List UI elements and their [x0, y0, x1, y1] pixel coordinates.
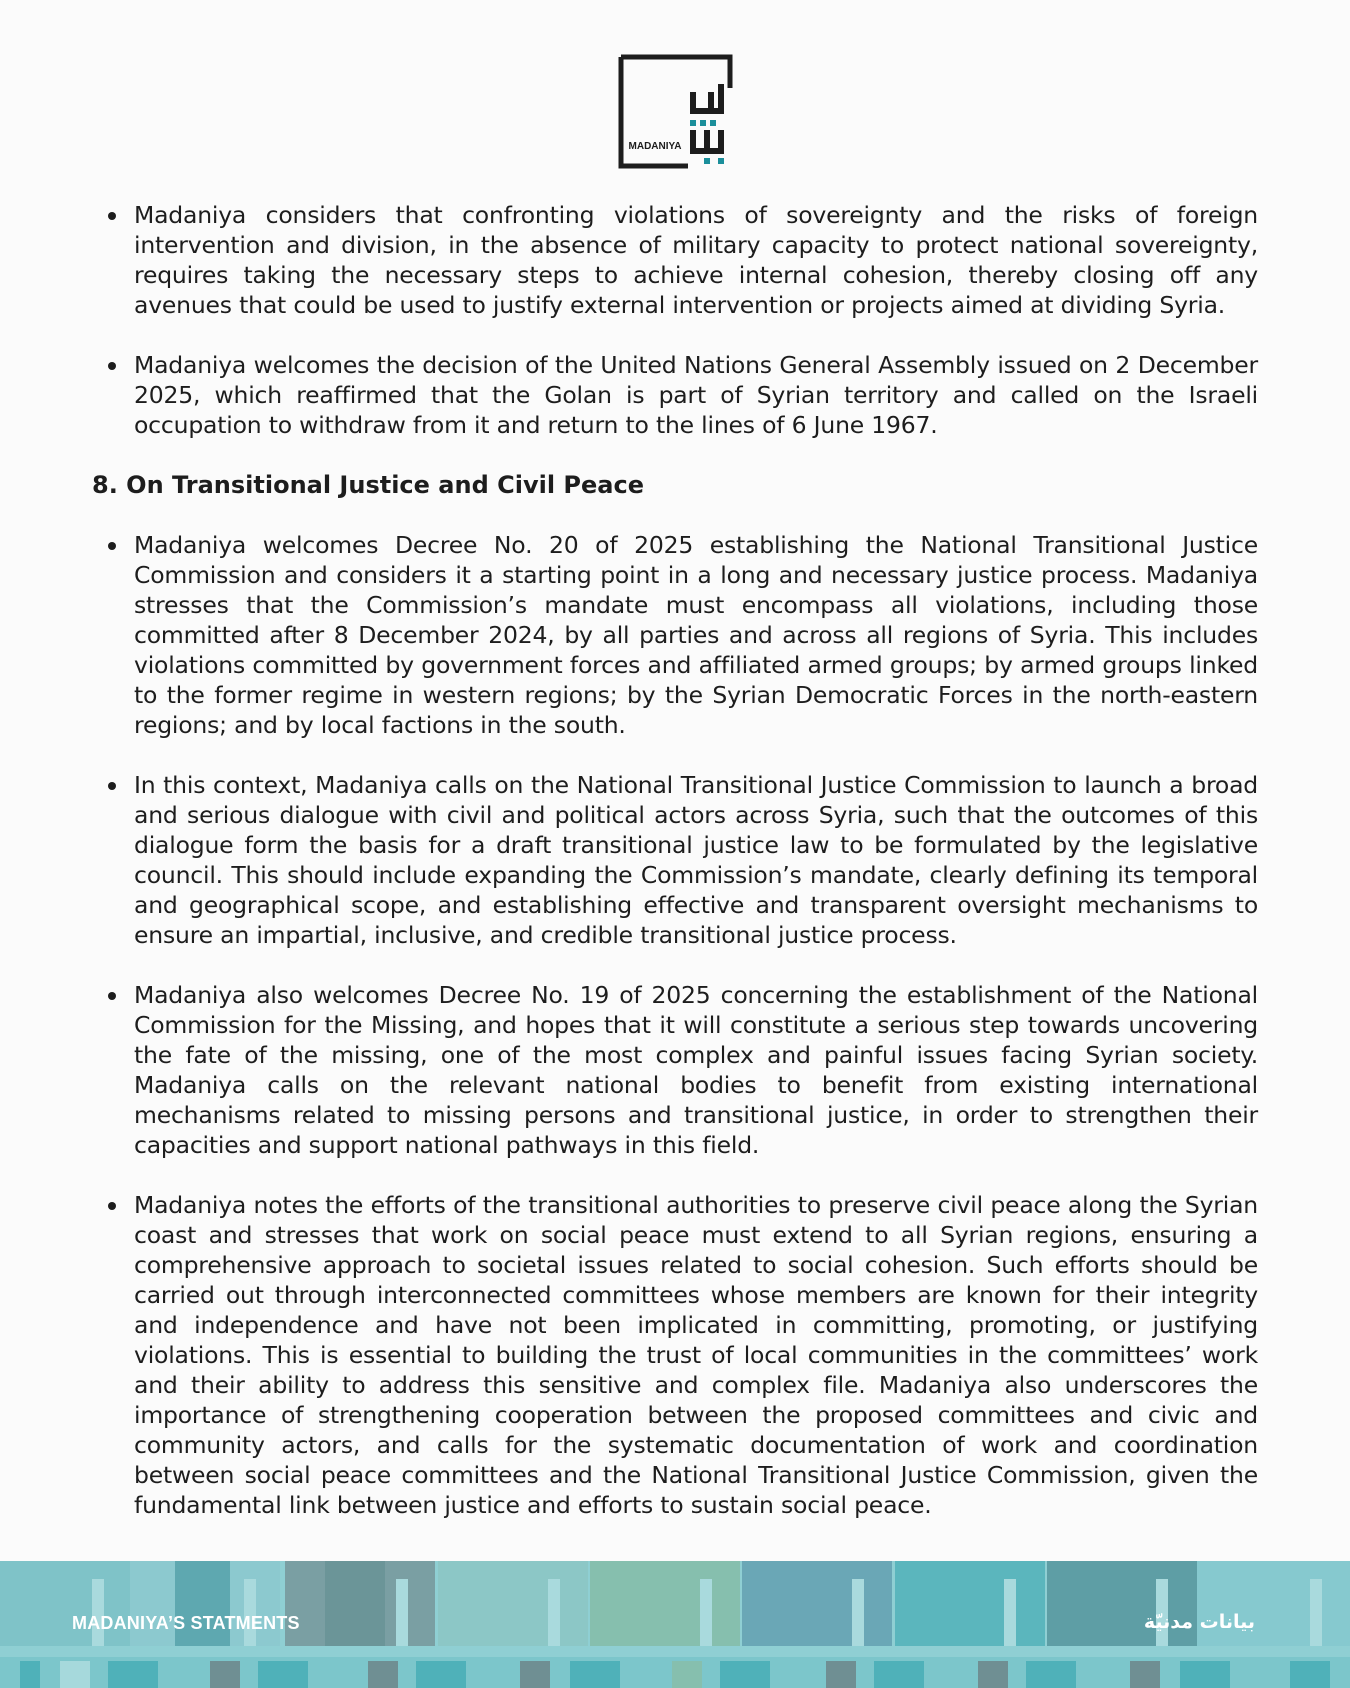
list-item: Madaniya welcomes the decision of the United Nations General Assembly issued on 2 December 2025, which reaffirmed that the Golan is part of Syrian territory and called on the Israeli occupation to withdraw from it and return to the lines of 6 June 1967.: [92, 350, 1258, 440]
footer-arabic-label: بيانات مدنيّة: [1143, 1611, 1255, 1633]
footer-series-label: MADANIYA’S STATMENTS: [72, 1613, 300, 1633]
logo-wordmark: MADANIYA: [628, 141, 682, 152]
justice-bullet-list: [92, 530, 1258, 1520]
list-item: Madaniya notes the efforts of the transitional authorities to preserve civil peace along the Syrian coast and stresses that work on social peace must extend to all Syrian regions, ensuring a comprehensive approach to societal issues related to social cohesion. Such efforts should be carried out through interconnected committees whose members are known for their integrity and independence and have not been implicated in committing, promoting, or justifying violations. This is essential to building the trust of local communities in the committees’ work and their ability to address this sensitive and complex file. Madaniya also underscores the importance of strengthening cooperation between the proposed committees and civic and community actors, and calls for the systematic documentation of work and coordination between social peace committees and the National Transitional Justice Commission, given the fundamental link between justice and efforts to sustain social peace.: [92, 1190, 1258, 1520]
list-item: Madaniya considers that confronting violations of sovereignty and the risks of foreign intervention and division, in the absence of military capacity to protect national sovereignty, requires taking the necessary steps to achieve internal cohesion, thereby closing off any avenues that could be used to justify external intervention or projects aimed at dividing Syria.: [92, 200, 1258, 320]
statement-body: [92, 200, 1258, 1550]
list-item: Madaniya welcomes Decree No. 20 of 2025 establishing the National Transitional Justice Commission and considers it a starting point in a long and necessary justice process. Madaniya stresses that the Commission’s mandate must encompass all violations, including those committed after 8 December 2024, by all parties and across all regions of Syria. This includes violations committed by government forces and affiliated armed groups; by armed groups linked to the former regime in western regions; by the Syrian Democratic Forces in the north-eastern regions; and by local factions in the south.: [92, 530, 1258, 740]
madaniya-logo: [618, 54, 736, 170]
footer-band: [0, 1561, 1350, 1688]
list-item: Madaniya also welcomes Decree No. 19 of 2025 concerning the establishment of the National Commission for the Missing, and hopes that it will constitute a serious step towards uncovering the fate of the missing, one of the most complex and painful issues facing Syrian society. Madaniya calls on the relevant national bodies to benefit from existing international mechanisms related to missing persons and transitional justice, in order to strengthen their capacities and support national pathways in this field.: [92, 980, 1258, 1160]
section-heading: 8. On Transitional Justice and Civil Peace: [92, 471, 644, 499]
intro-bullet-list: [92, 200, 1258, 440]
list-item: In this context, Madaniya calls on the National Transitional Justice Commission to launch a broad and serious dialogue with civil and political actors across Syria, such that the outcomes of this dialogue form the basis for a draft transitional justice law to be formulated by the legislative council. This should include expanding the Commission’s mandate, clearly defining its temporal and geographical scope, and establishing effective and transparent oversight mechanisms to ensure an impartial, inclusive, and credible transitional justice process.: [92, 770, 1258, 950]
